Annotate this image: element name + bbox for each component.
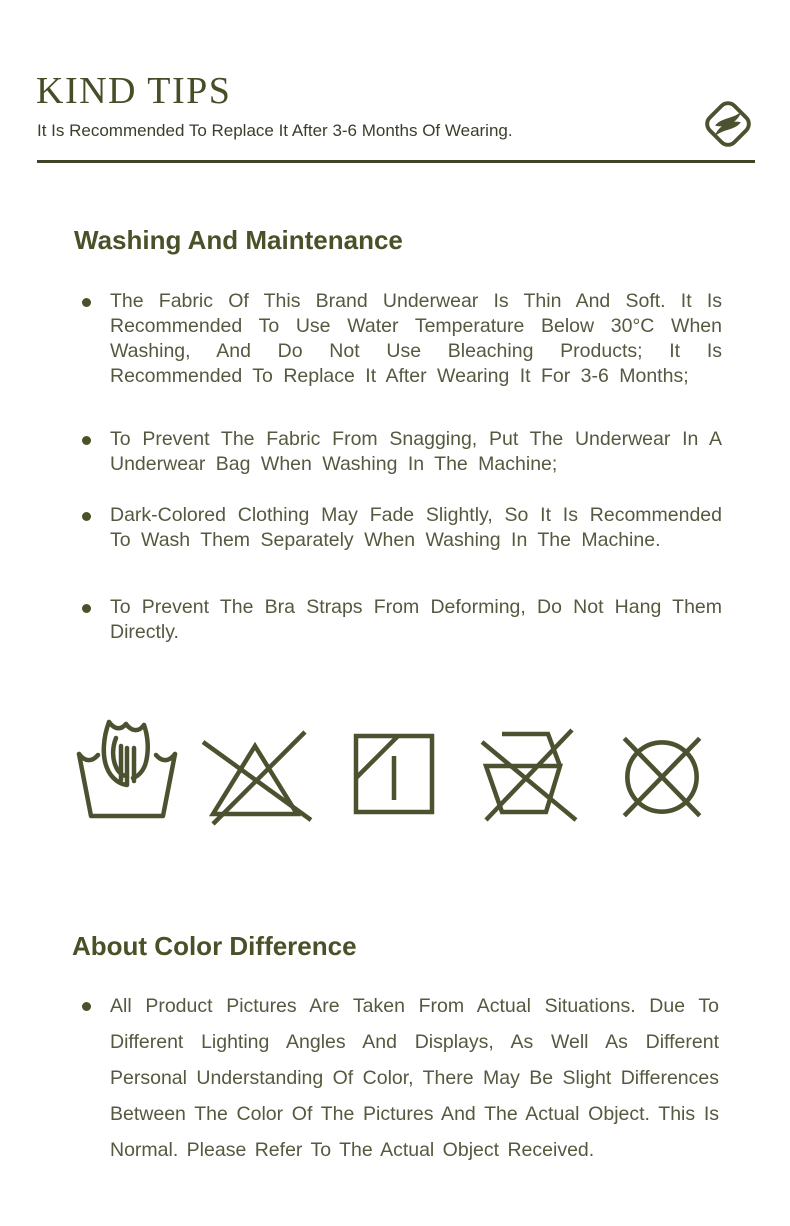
bullet-text: Dark-Colored Clothing May Fade Slightly, So It Is Recommended To Wash Them Separately When Washing In The Machine. — [110, 504, 722, 551]
bullet-text: To Prevent The Fabric From Snagging, Put The Underwear In A Underwear Bag When Washing In The Machine; — [110, 428, 722, 475]
page-title: KIND TIPS — [36, 70, 232, 112]
header-divider — [37, 160, 755, 163]
do-not-iron-icon — [472, 722, 590, 824]
bullet-dot-icon — [82, 604, 91, 613]
bullet-dot-icon — [82, 1002, 91, 1011]
section-heading-color-difference: About Color Difference — [72, 931, 357, 961]
bullet-text: The Fabric Of This Brand Underwear Is Thin And Soft. It Is Recommended To Use Water Temperature Below 30°C When Washing, And Do Not Use Bleaching Products; It Is Recommended To Replace It After Wearing It For 3-6 Months; — [110, 290, 722, 387]
dry-in-shade-icon — [350, 730, 438, 818]
hand-wash-icon — [70, 712, 184, 824]
bullet-text: All Product Pictures Are Taken From Actual Situations. Due To Different Lighting Angles And Displays, As Well As Different Personal Understanding Of Color, There May Be Slight Differences Between The Color Of The Pictures And The Actual Object. This Is Normal. Please Refer To The Actual Object Received. — [110, 995, 719, 1161]
list-item — [82, 427, 722, 477]
list-item — [82, 503, 722, 553]
bullet-dot-icon — [82, 436, 91, 445]
page-subtitle: It Is Recommended To Replace It After 3-6 Months Of Wearing. — [37, 121, 513, 140]
section-heading-washing: Washing And Maintenance — [74, 225, 403, 255]
bullet-dot-icon — [82, 512, 91, 521]
list-item — [82, 595, 722, 645]
brand-leaf-diamond-icon — [700, 96, 756, 152]
list-item — [82, 289, 722, 389]
do-not-dry-clean-icon — [608, 726, 716, 824]
list-item — [82, 988, 719, 1168]
bullet-text: To Prevent The Bra Straps From Deforming, Do Not Hang Them Directly. — [110, 596, 722, 643]
bullet-dot-icon — [82, 298, 91, 307]
do-not-bleach-icon — [192, 726, 318, 826]
